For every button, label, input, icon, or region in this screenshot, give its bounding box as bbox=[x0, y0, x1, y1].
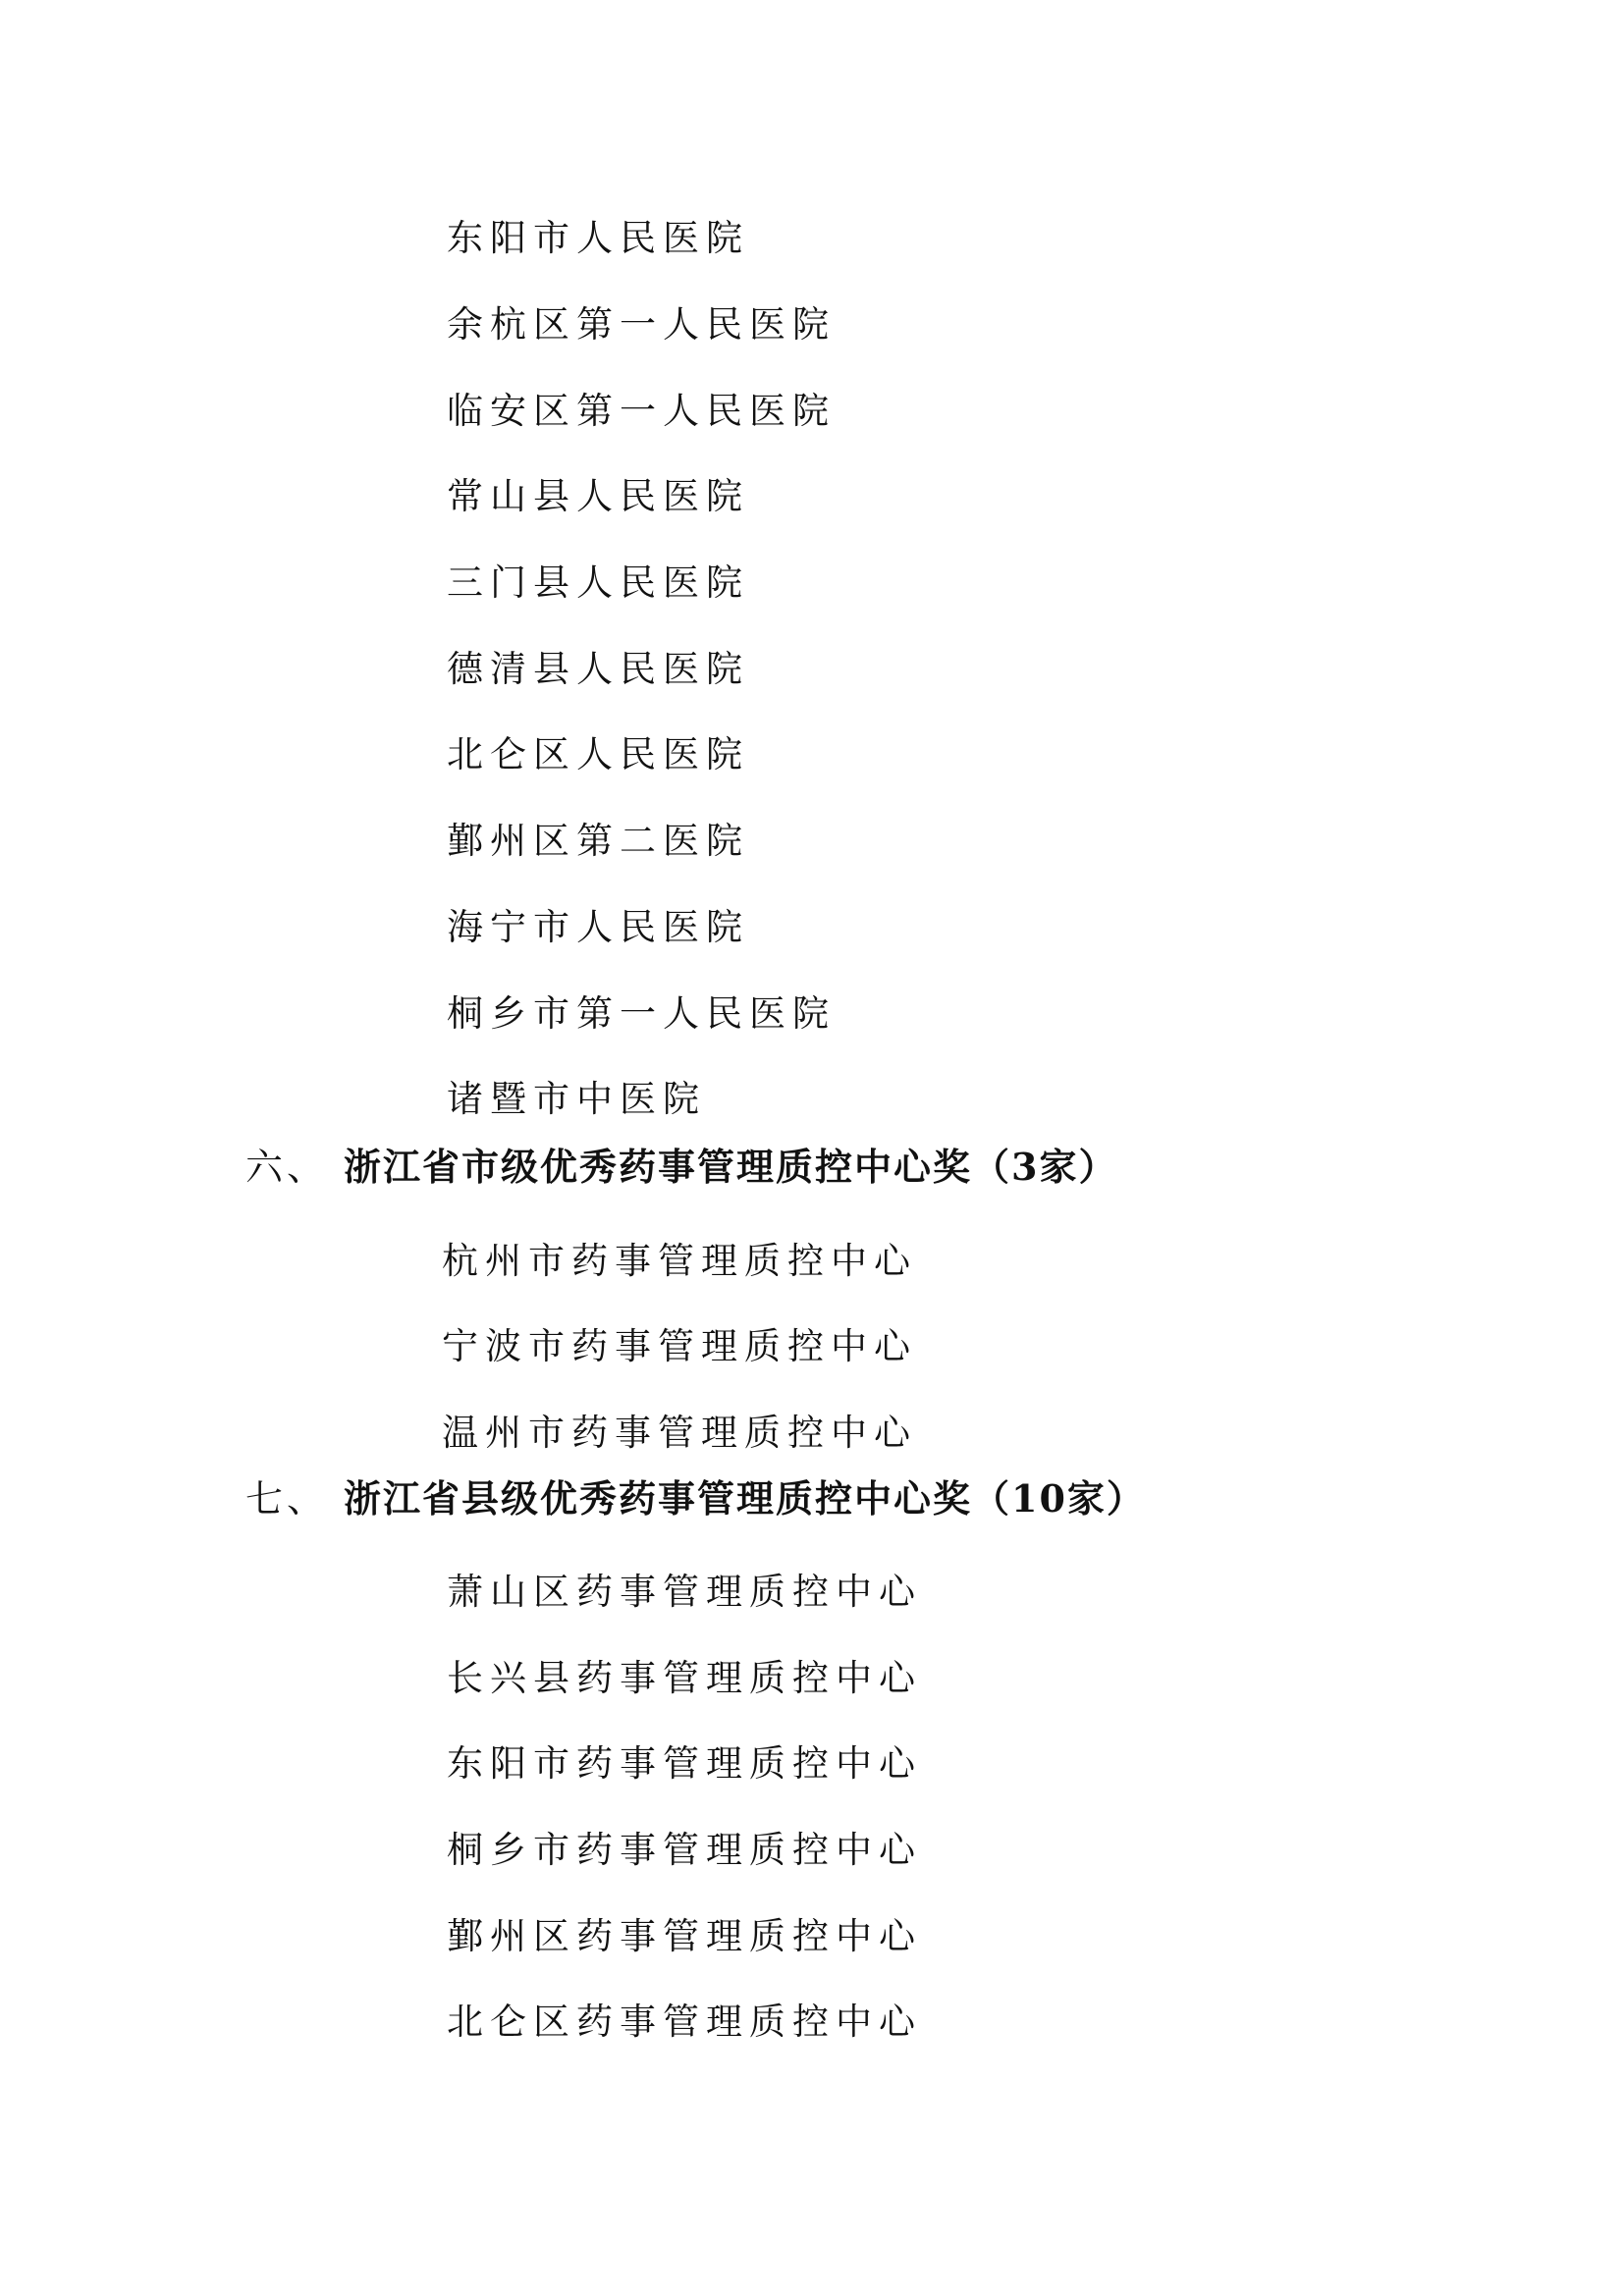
list-item: 德清县人民医院 bbox=[447, 648, 749, 690]
list-item: 北仑区人民医院 bbox=[447, 733, 749, 775]
section-title: 浙江省市级优秀药事管理质控中心奖（3家） bbox=[344, 1145, 1118, 1189]
list-item: 萧山区药事管理质控中心 bbox=[447, 1571, 922, 1613]
list-item: 海宁市人民医院 bbox=[447, 906, 749, 948]
section-number: 七、 bbox=[245, 1477, 329, 1521]
section-heading bbox=[245, 1145, 1118, 1189]
list-item: 桐乡市药事管理质控中心 bbox=[447, 1829, 922, 1871]
list-item: 桐乡市第一人民医院 bbox=[447, 992, 836, 1035]
list-item: 东阳市人民医院 bbox=[447, 217, 749, 259]
section-number: 六、 bbox=[245, 1146, 329, 1189]
list-item: 临安区第一人民医院 bbox=[447, 390, 836, 432]
list-item: 北仑区药事管理质控中心 bbox=[447, 2001, 922, 2043]
list-item: 长兴县药事管理质控中心 bbox=[447, 1657, 922, 1699]
section-heading bbox=[245, 1476, 1146, 1521]
list-item: 余杭区第一人民医院 bbox=[447, 303, 836, 346]
list-item: 诸暨市中医院 bbox=[447, 1078, 706, 1120]
list-item: 三门县人民医院 bbox=[447, 561, 749, 604]
list-item: 鄞州区药事管理质控中心 bbox=[447, 1915, 922, 1957]
list-item: 温州市药事管理质控中心 bbox=[442, 1412, 917, 1454]
list-item: 常山县人民医院 bbox=[447, 475, 749, 517]
list-item: 鄞州区第二医院 bbox=[447, 820, 749, 862]
list-item: 宁波市药事管理质控中心 bbox=[442, 1325, 917, 1367]
section-title: 浙江省县级优秀药事管理质控中心奖（10家） bbox=[344, 1476, 1146, 1521]
list-item: 杭州市药事管理质控中心 bbox=[442, 1240, 917, 1282]
list-item: 东阳市药事管理质控中心 bbox=[447, 1742, 922, 1785]
